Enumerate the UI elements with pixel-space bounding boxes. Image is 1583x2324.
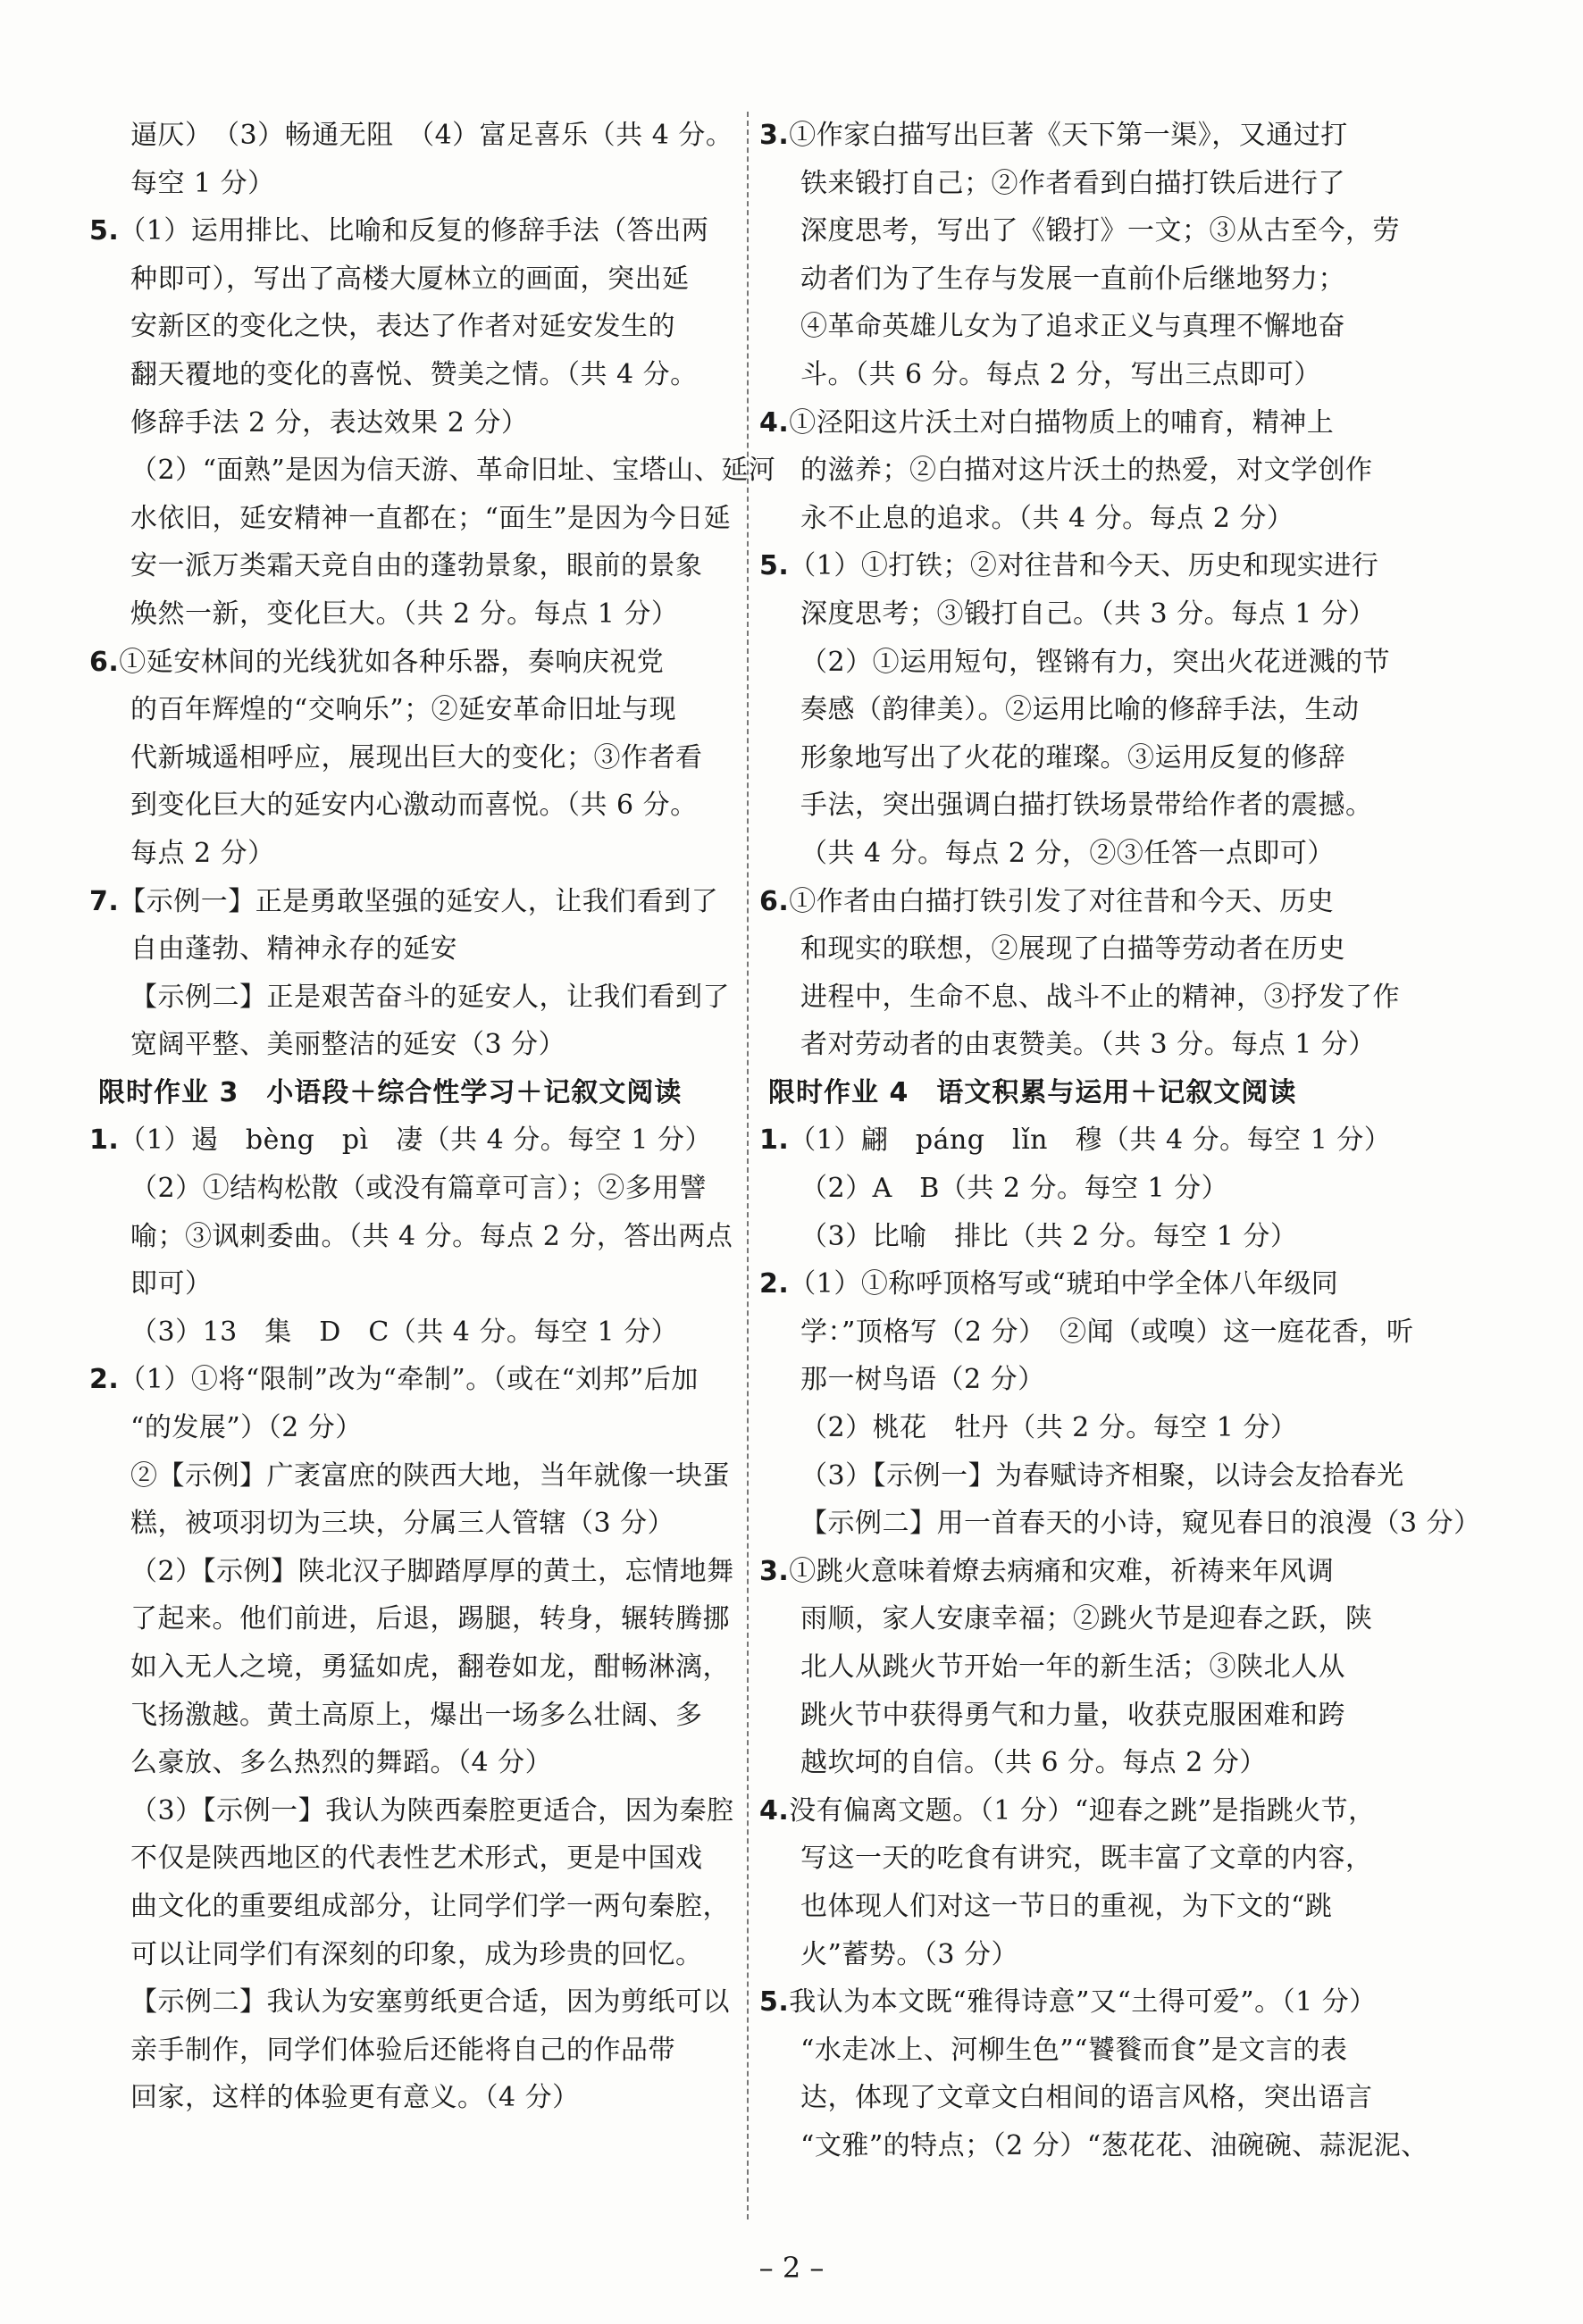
line-text: 北人从跳火节开始一年的新生活；③陕北人从 [800,1651,1345,1683]
answer-line [759,255,1420,304]
line-text: 喻；③讽刺委曲。（共 4 分。每点 2 分，答出两点 [130,1220,733,1252]
answer-line [759,1021,1420,1069]
answer-line [89,1165,741,1213]
answer-line [89,112,741,160]
question-number: 2. [89,1364,120,1396]
line-text: 回家，这样的体验更有意义。（4 分） [130,2082,580,2114]
line-text: 形象地写出了火花的璀璨。③运用反复的修辞 [800,741,1345,773]
question-number: 4. [759,1794,790,1827]
line-text: 逼仄） （3）畅通无阻 （4）富足喜乐（共 4 分。 [130,120,733,151]
question-line [759,1978,1420,2027]
line-text: 焕然一新，变化巨大。（共 2 分。每点 1 分） [130,598,679,630]
question-number: 3. [759,120,790,151]
line-text: （1）①打铁；②对往昔和今天、历史和现实进行 [789,550,1379,582]
line-text: 的滋养；②白描对这片沃土的热爱，对文学创作 [800,455,1373,487]
answer-line [759,782,1420,830]
line-text: （2）A B（共 2 分。每空 1 分） [800,1173,1229,1205]
line-text: 即可） [130,1268,213,1300]
answer-line [759,351,1420,399]
line-text: 飞扬激越。黄土高原上，爆出一场多么壮阔、多 [130,1699,703,1731]
question-line [759,1548,1420,1596]
line-text: 斗。（共 6 分。每点 2 分，写出三点即可） [800,358,1321,390]
line-text: 进程中，生命不息、战斗不止的精神，③抒发了作 [800,981,1400,1013]
line-text: 么豪放、多么热烈的舞蹈。（4 分） [130,1747,553,1779]
line-text: 限时作业 4 语文积累与运用＋记叙文阅读 [768,1076,1297,1108]
question-line [89,1356,741,1404]
answer-line [89,1308,741,1357]
line-text: （2）“面熟”是因为信天游、革命旧址、宝塔山、延河 [130,455,776,487]
question-number: 5. [759,1986,790,2019]
line-text: 如入无人之境，勇猛如虎，翻卷如龙，酣畅淋漓， [130,1651,730,1683]
answer-line [759,925,1420,974]
line-text: 我认为本文既“雅得诗意”又“土得可爱”。（1 分） [789,1986,1377,2019]
question-number: 2. [759,1268,790,1300]
line-text: 了起来。他们前进，后退，踢腿，转身，辗转腾挪 [130,1603,730,1635]
line-text: 深度思考；③锻打自己。（共 3 分。每点 1 分） [800,598,1376,630]
question-number: 6. [89,646,120,678]
answer-line [89,2027,741,2075]
answer-line [759,2074,1420,2122]
answer-line [89,303,741,351]
question-number: 5. [89,215,120,247]
question-number: 1. [759,1124,790,1157]
line-text: 【示例二】我认为安塞剪纸更合适，因为剪纸可以 [130,1986,730,2019]
answer-line [759,590,1420,639]
question-line [89,1116,741,1165]
line-text: 雨顺，家人安康幸福；②跳火节是迎春之跃，陕 [800,1603,1373,1635]
answer-line [759,830,1420,878]
section-heading [759,1069,1420,1117]
answer-line [89,1931,741,1979]
answer-line [759,447,1420,495]
answer-line [89,351,741,399]
answer-line [759,1452,1420,1501]
question-number: 6. [759,885,790,917]
answer-line [759,974,1420,1022]
answer-line [89,399,741,447]
answer-line [89,1548,741,1596]
answer-line [89,160,741,208]
answer-line [759,1213,1420,1261]
question-line [759,878,1420,926]
line-text: 亲手制作，同学们体验后还能将自己的作品带 [130,2034,675,2066]
line-text: 每空 1 分） [130,167,275,199]
line-text: ④革命英雄儿女为了追求正义与真理不懈地奋 [800,311,1345,343]
answer-line [759,1500,1481,1548]
line-text: 没有偏离文题。（1 分）“迎春之跳”是指跳火节， [789,1794,1376,1827]
line-text: ①泾阳这片沃土对白描物质上的哺育，精神上 [789,406,1335,439]
line-text: （2）①结构松散（或没有篇章可言）；②多用譬 [130,1173,708,1205]
line-text: ①作者由白描打铁引发了对往昔和今天、历史 [789,885,1335,917]
line-text: 手法，突出强调白描打铁场景带给作者的震撼。 [800,790,1373,822]
page-number: – 2 – [758,2251,825,2285]
line-text: 动者们为了生存与发展一直前仆后继地努力； [800,263,1345,295]
question-line [759,399,1420,447]
right-column [759,112,1481,2170]
line-text: 【示例二】用一首春天的小诗，窥见春日的浪漫（3 分） [800,1508,1481,1540]
line-text: “的发展”）（2 分） [130,1412,363,1444]
line-text: 代新城遥相呼应，展现出巨大的变化；③作者看 [130,741,703,773]
question-number: 4. [759,406,790,439]
line-text: （1）遏 bèng pì 凄（共 4 分。每空 1 分） [119,1124,712,1157]
answer-line [759,639,1420,687]
question-line [759,112,1420,160]
line-text: 深度思考，写出了《锻打》一文；③从古至今，劳 [800,215,1400,247]
line-text: 达，体现了文章文白相间的语言风格，突出语言 [800,2082,1373,2114]
line-text: 那一树鸟语（2 分） [800,1364,1045,1396]
line-text: 【示例一】正是勇敢坚强的延安人，让我们看到了 [119,885,719,917]
line-text: 的百年辉煌的“交响乐”；②延安革命旧址与现 [130,694,677,726]
answer-line [759,686,1420,734]
answer-line [89,1978,741,2027]
question-number: 1. [89,1124,120,1157]
answer-line [759,1165,1420,1213]
line-text: 不仅是陕西地区的代表性艺术形式，更是中国戏 [130,1843,703,1875]
answer-line [89,1260,741,1308]
answer-line [89,782,741,830]
line-text: ①跳火意味着燎去病痛和灾难，祈祷来年风调 [789,1555,1335,1587]
line-text: ①延安林间的光线犹如各种乐器，奏响庆祝党 [119,646,665,678]
line-text: 奏感（韵律美）。②运用比喻的修辞手法，生动 [800,694,1360,726]
question-line [89,639,741,687]
answer-line [759,1595,1420,1643]
answer-line [759,207,1420,255]
line-text: 和现实的联想，②展现了白描等劳动者在历史 [800,933,1345,966]
line-text: 火”蓄势。（3 分） [800,1938,1018,1970]
left-column [89,112,776,2122]
line-text: ②【示例】广袤富庶的陕西大地，当年就像一块蛋 [130,1459,730,1492]
line-text: （1）运用排比、比喻和反复的修辞手法（答出两 [119,215,709,247]
answer-line [759,1356,1420,1404]
line-text: 种即可），写出了高楼大厦林立的画面，突出延 [130,263,690,295]
line-text: “文雅”的特点；（2 分）“葱花花、油碗碗、蒜泥泥、 [800,2129,1428,2161]
answer-line [89,590,741,639]
answer-line [89,255,741,304]
line-text: 自由蓬勃、精神永存的延安 [130,933,457,966]
answer-line [89,1452,741,1501]
line-text: （2）桃花 牡丹（共 2 分。每空 1 分） [800,1412,1298,1444]
answer-line [759,1404,1420,1452]
answer-line [759,1643,1420,1692]
line-text: 到变化巨大的延安内心激动而喜悦。（共 6 分。 [130,790,698,822]
answer-line [89,1883,741,1931]
line-text: 曲文化的重要组成部分，让同学们学一两句秦腔， [130,1890,730,1922]
answer-line [89,495,741,543]
answer-line [89,734,741,782]
line-text: 限时作业 3 小语段＋综合性学习＋记叙文阅读 [98,1076,683,1108]
section-heading [89,1069,741,1117]
line-text: 也体现人们对这一节日的重视，为下文的“跳 [800,1890,1333,1922]
line-text: 水依旧，延安精神一直都在；“面生”是因为今日延 [130,502,732,534]
line-text: （3）13 集 D C（共 4 分。每空 1 分） [130,1316,679,1348]
answer-line [759,1883,1420,1931]
line-text: 糕，被项羽切为三块，分属三人管辖（3 分） [130,1508,675,1540]
line-text: 每点 2 分） [130,837,275,869]
answer-line [89,974,741,1022]
answer-line [89,1739,741,1787]
question-line [89,878,741,926]
line-text: 学：”顶格写（2 分） ②闻（或嗅）这一庭花香，听 [800,1316,1414,1348]
answer-line [89,1692,741,1740]
line-text: 安新区的变化之快，表达了作者对延安发生的 [130,311,675,343]
answer-line [759,2027,1420,2075]
question-number: 3. [759,1555,790,1587]
line-text: 翻天覆地的变化的喜悦、赞美之情。（共 4 分。 [130,358,698,390]
line-text: 越坎坷的自信。（共 6 分。每点 2 分） [800,1747,1267,1779]
answer-line [759,160,1420,208]
answer-line [759,1739,1420,1787]
answer-line [89,830,741,878]
column-divider [747,112,749,2220]
line-text: （1）①将“限制”改为“牵制”。（或在“刘邦”后加 [119,1364,699,1396]
line-text: （2）【示例】陕北汉子脚踏厚厚的黄土，忘情地舞 [130,1555,734,1587]
answer-line [89,447,776,495]
answer-line [89,1787,741,1835]
line-text: （3）【示例一】我认为陕西秦腔更适合，因为秦腔 [130,1794,734,1827]
line-text: （共 4 分。每点 2 分，②③任答一点即可） [800,837,1335,869]
line-text: （1）翩 páng lǐn 穆（共 4 分。每空 1 分） [789,1124,1392,1157]
line-text: （1）①称呼顶格写或“琥珀中学全体八年级同 [789,1268,1339,1300]
line-text: “水走冰上、河柳生色”“饕餮而食”是文言的表 [800,2034,1348,2066]
line-text: 【示例二】正是艰苦奋斗的延安人，让我们看到了 [130,981,730,1013]
answer-line [759,1692,1420,1740]
answer-line [89,1500,741,1548]
line-text: 者对劳动者的由衷赞美。（共 3 分。每点 1 分） [800,1029,1376,1061]
line-text: 铁来锻打自己；②作者看到白描打铁后进行了 [800,167,1345,199]
line-text: 跳火节中获得勇气和力量，收获克服困难和跨 [800,1699,1345,1731]
question-number: 7. [89,885,120,917]
line-text: 修辞手法 2 分，表达效果 2 分） [130,406,529,439]
answer-line [89,1021,741,1069]
answer-line [759,1308,1420,1357]
line-text: 可以让同学们有深刻的印象，成为珍贵的回忆。 [130,1938,703,1970]
question-line [89,207,741,255]
answer-line [89,686,741,734]
question-line [759,542,1420,590]
question-line [759,1787,1420,1835]
answer-line [759,734,1420,782]
question-line [759,1260,1420,1308]
answer-line [759,1931,1420,1979]
answer-line [89,1643,741,1692]
answer-line [759,2122,1428,2170]
question-line [759,1116,1420,1165]
answer-line [89,1595,741,1643]
answer-line [759,495,1420,543]
answer-line [89,2074,741,2122]
line-text: （3）【示例一】为春赋诗齐相聚，以诗会友拾春光 [800,1459,1404,1492]
answer-line [89,925,741,974]
line-text: ①作家白描写出巨著《天下第一渠》，又通过打 [789,120,1348,151]
line-text: 宽阔平整、美丽整洁的延安（3 分） [130,1029,566,1061]
answer-line [89,1213,741,1261]
question-number: 5. [759,550,790,582]
answer-line [89,542,741,590]
answer-line [89,1835,741,1883]
answer-line [759,1835,1420,1883]
line-text: 安一派万类霜天竞自由的蓬勃景象，眼前的景象 [130,550,703,582]
line-text: 写这一天的吃食有讲究，既丰富了文章的内容， [800,1843,1373,1875]
answer-line [759,303,1420,351]
answer-line [89,1404,741,1452]
line-text: （3）比喻 排比（共 2 分。每空 1 分） [800,1220,1298,1252]
line-text: （2）①运用短句，铿锵有力，突出火花迸溅的节 [800,646,1391,678]
line-text: 永不止息的追求。（共 4 分。每点 2 分） [800,502,1294,534]
